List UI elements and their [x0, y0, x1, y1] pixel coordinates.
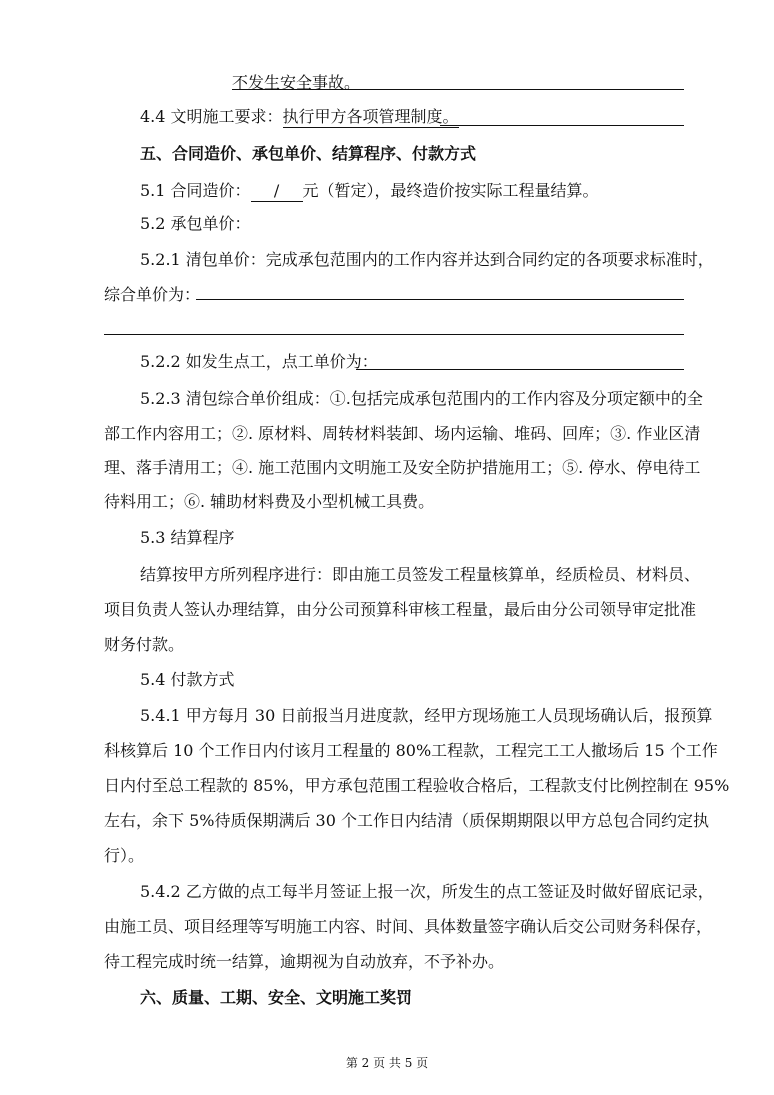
text-line: 5.2.1 清包单价：完成承包范围内的工作内容并达到合同约定的各项要求标准时， — [140, 250, 714, 269]
text-line: 5.2 承包单价： — [140, 214, 251, 233]
underline-rule — [104, 334, 684, 335]
text-line: 5.4.1 甲方每月 30 日前报当月进度款，经甲方现场施工人员现场确认后，报预算 — [140, 706, 713, 725]
text-line: 5.2.3 清包综合单价组成：①.包括完成承包范围内的工作内容及分项定额中的全 — [140, 389, 703, 408]
text-line: 结算按甲方所列程序进行：即由施工员签发工程量核算单，经质检员、材料员、 — [140, 565, 701, 584]
contract-price-label: 5.1 合同造价： — [140, 181, 251, 200]
underline-rule — [440, 125, 684, 126]
underline-rule — [232, 89, 684, 90]
page-footer: 第 2 页 共 5 页 — [345, 1056, 429, 1070]
text-line: 部工作内容用工；②. 原材料、周转材料装卸、场内运输、堆码、回库；③. 作业区清 — [104, 424, 701, 443]
section-heading-6: 六、质量、工期、安全、文明施工奖罚 — [140, 988, 413, 1007]
text-line: 5.2.2 如发生点工，点工单价为： — [140, 352, 378, 371]
text-line: 不发生安全事故。 — [232, 73, 361, 92]
text-line: 左右，余下 5%待质保期满后 30 个工作日内结清（质保期期限以甲方总包合同约定执 — [104, 811, 710, 830]
civil-construction-label: 4.4 文明施工要求： — [140, 107, 283, 126]
text-line — [140, 181, 599, 202]
text-line: 科核算后 10 个工作日内付该月工程量的 80%工程款，工程完工工人撤场后 15 个工作 — [104, 741, 718, 760]
text-line: 5.3 结算程序 — [140, 528, 235, 547]
section-heading-5: 五、合同造价、承包单价、结算程序、付款方式 — [140, 144, 477, 163]
text-line: 日内付至总工程款的 85%，甲方承包范围工程验收合格后，工程款支付比例控制在 95% — [104, 776, 730, 795]
text-line: 由施工员、项目经理等写明施工内容、时间、具体数量签字确认后交公司财务科保存， — [104, 917, 713, 936]
text-line — [140, 107, 459, 128]
text-line: 待工程完成时统一结算，逾期视为自动放弃，不予补办。 — [104, 952, 505, 971]
civil-construction-value: 执行甲方各项管理制度。 — [282, 107, 459, 126]
text-line: 项目负责人签认办理结算，由分公司预算科审核工程量，最后由分公司领导审定批准 — [104, 600, 697, 619]
text-line: 待料用工；⑥. 辅助材料费及小型机械工具费。 — [104, 492, 435, 511]
text-line: 5.4.2 乙方做的点工每半月签证上报一次，所发生的点工签证及时做好留底记录， — [140, 882, 714, 901]
text-line: 5.4 付款方式 — [140, 670, 235, 689]
text-line: 行）。 — [104, 846, 145, 865]
text-line: 综合单价为： — [104, 285, 201, 304]
text-line: 财务付款。 — [104, 635, 185, 654]
underline-rule — [356, 369, 684, 370]
underline-rule — [196, 299, 684, 300]
contract-price-note: 元（暂定），最终造价按实际工程量结算。 — [302, 181, 599, 200]
text-line: 理、落手清用工；④. 施工范围内文明施工及安全防护措施用工；⑤. 停水、停电待工 — [104, 458, 701, 477]
contract-price-blank: / — [251, 181, 303, 202]
